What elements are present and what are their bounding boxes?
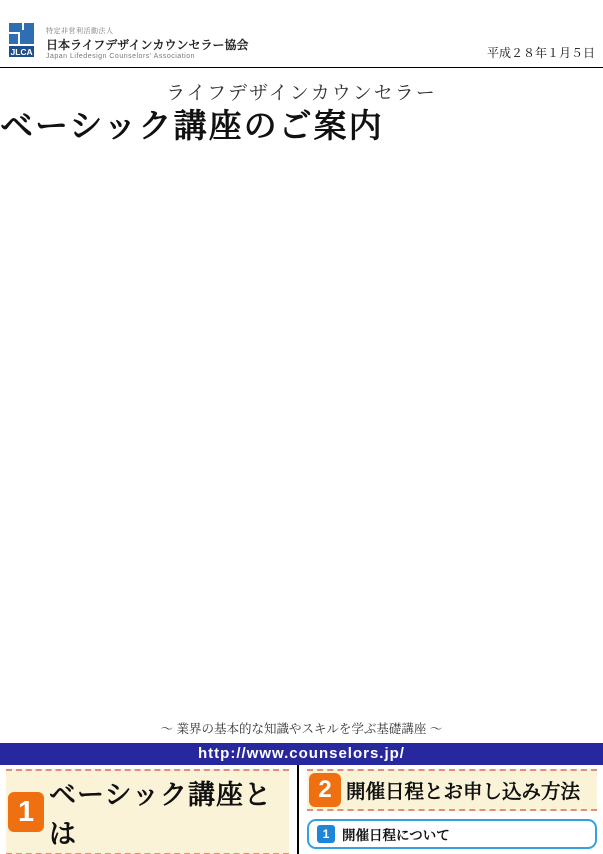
jlca-logo-icon: [8, 22, 40, 63]
section2-header: [307, 769, 597, 811]
org-name: 日本ライフデザインカウンセラー協会: [46, 37, 249, 52]
page-title: ベーシック講座のご案内: [0, 107, 384, 144]
section2-number-badge: 2: [309, 773, 341, 807]
org-type-label: 特定非営利活動法人: [46, 27, 114, 35]
org-name-en: Japan Lifedesign Counselors' Association: [46, 52, 195, 60]
main-content: [0, 765, 603, 854]
right-column: [297, 765, 603, 854]
subsection1-title: 開催日程について: [342, 828, 450, 843]
top-header: [0, 0, 603, 68]
title-tagline: ～ 業界の基本的な知識やスキルを学ぶ基礎講座 ～: [160, 722, 443, 736]
subsection-schedule: [307, 819, 597, 849]
title-subtitle: ライフデザインカウンセラー: [166, 83, 437, 104]
title-block: [0, 68, 603, 743]
url-banner: http://www.counselors.jp/: [0, 743, 603, 765]
section1-header: [6, 769, 289, 854]
section1-title: ベーシック講座とは: [49, 780, 272, 849]
org-logo-block: [8, 22, 248, 63]
subsection1-badge: 1: [317, 825, 335, 843]
left-column: [0, 765, 297, 854]
section2-title: 開催日程とお申し込み方法: [346, 781, 581, 803]
issue-date: 平成２８年１月５日: [486, 46, 595, 60]
svg-text:JLCA: JLCA: [10, 47, 33, 57]
section1-number-badge: 1: [8, 792, 44, 832]
